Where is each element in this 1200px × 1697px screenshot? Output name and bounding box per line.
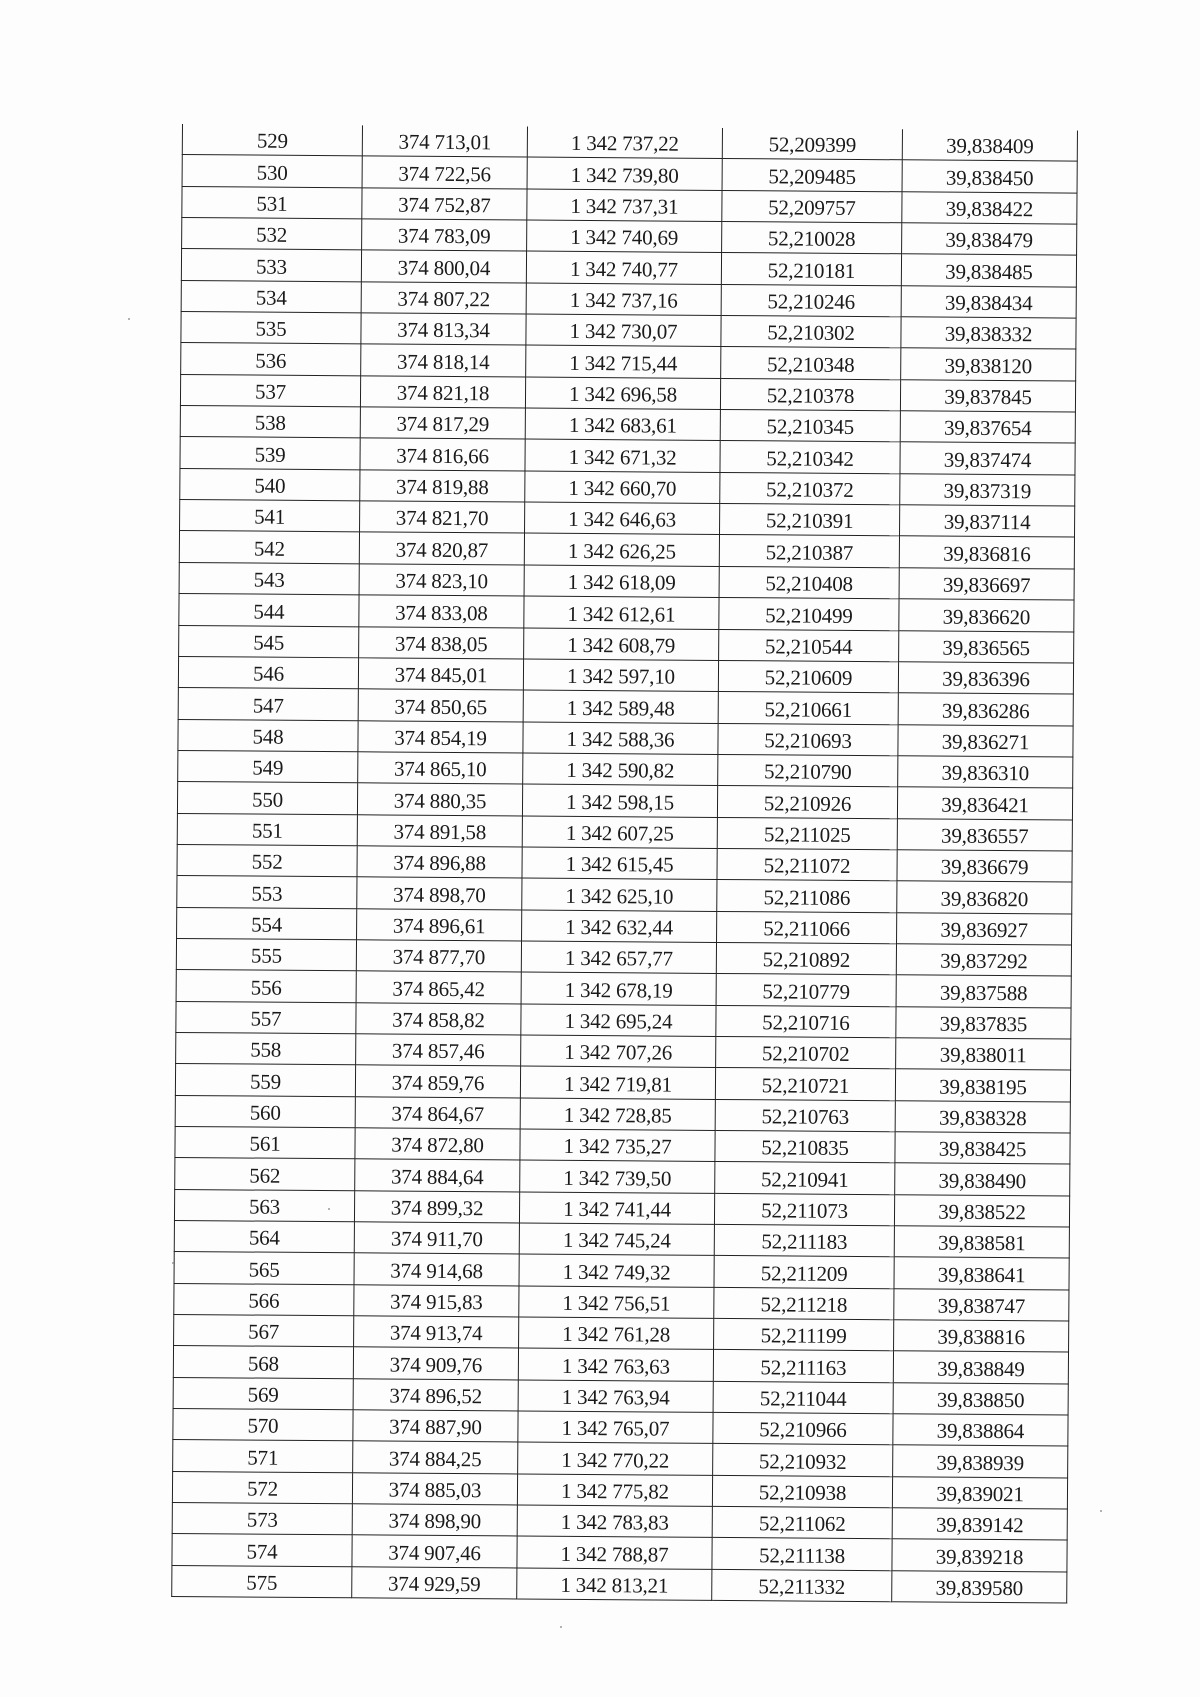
x-coordinate-cell: 374 915,83 xyxy=(354,1285,519,1318)
x-coordinate-cell: 374 891,58 xyxy=(357,814,522,847)
x-coordinate-cell: 374 857,46 xyxy=(356,1034,521,1067)
x-coordinate-cell: 374 859,76 xyxy=(355,1065,520,1098)
longitude-cell: 39,836271 xyxy=(898,724,1073,757)
y-coordinate-cell: 1 342 597,10 xyxy=(523,659,718,692)
longitude-cell: 39,837114 xyxy=(899,505,1074,538)
x-coordinate-cell: 374 818,14 xyxy=(361,344,526,377)
longitude-cell: 39,838195 xyxy=(895,1069,1070,1102)
y-coordinate-cell: 1 342 737,22 xyxy=(527,127,722,159)
x-coordinate-cell: 374 907,46 xyxy=(352,1535,517,1568)
point-number-cell: 531 xyxy=(182,186,362,219)
longitude-cell: 39,838479 xyxy=(902,223,1077,256)
y-coordinate-cell: 1 342 730,07 xyxy=(526,314,721,347)
point-number-cell: 554 xyxy=(177,907,357,940)
y-coordinate-cell: 1 342 728,85 xyxy=(520,1098,715,1131)
latitude-cell: 52,210391 xyxy=(720,504,900,537)
longitude-cell: 39,839580 xyxy=(892,1571,1067,1604)
point-number-cell: 537 xyxy=(180,374,360,407)
latitude-cell: 52,209757 xyxy=(722,190,902,223)
x-coordinate-cell: 374 864,67 xyxy=(355,1096,520,1129)
latitude-cell: 52,210941 xyxy=(715,1162,895,1195)
latitude-cell: 52,210408 xyxy=(719,566,899,599)
y-coordinate-cell: 1 342 695,24 xyxy=(521,1004,716,1037)
longitude-cell: 39,838522 xyxy=(894,1194,1069,1227)
y-coordinate-cell: 1 342 683,61 xyxy=(525,408,720,441)
longitude-cell: 39,837654 xyxy=(900,411,1075,444)
point-number-cell: 545 xyxy=(179,625,359,658)
x-coordinate-cell: 374 713,01 xyxy=(362,125,527,157)
longitude-cell: 39,838747 xyxy=(894,1288,1069,1321)
point-number-cell: 551 xyxy=(177,813,357,846)
x-coordinate-cell: 374 833,08 xyxy=(359,595,524,628)
latitude-cell: 52,210790 xyxy=(718,754,898,787)
x-coordinate-cell: 374 823,10 xyxy=(359,564,524,597)
x-coordinate-cell: 374 838,05 xyxy=(359,626,524,659)
longitude-cell: 39,837835 xyxy=(896,1006,1071,1039)
x-coordinate-cell: 374 858,82 xyxy=(356,1002,521,1035)
longitude-cell: 39,838864 xyxy=(893,1414,1068,1447)
latitude-cell: 52,211025 xyxy=(717,817,897,850)
longitude-cell: 39,839218 xyxy=(892,1539,1067,1572)
latitude-cell: 52,211183 xyxy=(714,1224,894,1257)
scan-speck xyxy=(560,1626,562,1628)
longitude-cell: 39,836565 xyxy=(899,630,1074,663)
longitude-cell: 39,837319 xyxy=(900,474,1075,507)
point-number-cell: 559 xyxy=(175,1064,355,1097)
y-coordinate-cell: 1 342 719,81 xyxy=(520,1066,715,1099)
x-coordinate-cell: 374 816,66 xyxy=(360,438,525,471)
longitude-cell: 39,838490 xyxy=(895,1163,1070,1196)
latitude-cell: 52,210693 xyxy=(718,723,898,756)
y-coordinate-cell: 1 342 740,77 xyxy=(526,251,721,284)
x-coordinate-cell: 374 913,74 xyxy=(354,1316,519,1349)
coordinates-table-body xyxy=(172,124,1078,1603)
x-coordinate-cell: 374 817,29 xyxy=(360,407,525,440)
longitude-cell: 39,838011 xyxy=(896,1038,1071,1071)
latitude-cell: 52,210181 xyxy=(721,253,901,286)
longitude-cell: 39,838328 xyxy=(895,1100,1070,1133)
y-coordinate-cell: 1 342 770,22 xyxy=(518,1442,713,1475)
latitude-cell: 52,210302 xyxy=(721,316,901,349)
latitude-cell: 52,211209 xyxy=(714,1256,894,1289)
y-coordinate-cell: 1 342 657,77 xyxy=(521,941,716,974)
y-coordinate-cell: 1 342 598,15 xyxy=(522,784,717,817)
y-coordinate-cell: 1 342 813,21 xyxy=(517,1568,712,1601)
x-coordinate-cell: 374 821,18 xyxy=(360,376,525,409)
longitude-cell: 39,838816 xyxy=(894,1320,1069,1353)
longitude-cell: 39,838409 xyxy=(902,129,1077,161)
longitude-cell: 39,839142 xyxy=(892,1508,1067,1541)
point-number-cell: 550 xyxy=(177,782,357,815)
point-number-cell: 555 xyxy=(176,938,356,971)
point-number-cell: 563 xyxy=(174,1189,354,1222)
point-number-cell: 535 xyxy=(181,312,361,345)
point-number-cell: 566 xyxy=(174,1283,354,1316)
longitude-cell: 39,836557 xyxy=(897,818,1072,851)
y-coordinate-cell: 1 342 715,44 xyxy=(526,345,721,378)
x-coordinate-cell: 374 914,68 xyxy=(354,1253,519,1286)
x-coordinate-cell: 374 877,70 xyxy=(356,940,521,973)
longitude-cell: 39,836286 xyxy=(898,693,1073,726)
point-number-cell: 570 xyxy=(173,1409,353,1442)
point-number-cell: 574 xyxy=(172,1534,352,1567)
x-coordinate-cell: 374 909,76 xyxy=(353,1347,518,1380)
y-coordinate-cell: 1 342 660,70 xyxy=(525,471,720,504)
point-number-cell: 546 xyxy=(178,656,358,689)
y-coordinate-cell: 1 342 783,83 xyxy=(517,1505,712,1538)
y-coordinate-cell: 1 342 590,82 xyxy=(523,753,718,786)
latitude-cell: 52,210763 xyxy=(715,1099,895,1132)
y-coordinate-cell: 1 342 696,58 xyxy=(525,377,720,410)
y-coordinate-cell: 1 342 678,19 xyxy=(521,972,716,1005)
latitude-cell: 52,211218 xyxy=(714,1287,894,1320)
x-coordinate-cell: 374 880,35 xyxy=(357,783,522,816)
point-number-cell: 532 xyxy=(182,218,362,251)
point-number-cell: 536 xyxy=(181,343,361,376)
point-number-cell: 542 xyxy=(179,531,359,564)
latitude-cell: 52,210661 xyxy=(718,692,898,725)
longitude-cell: 39,836679 xyxy=(897,850,1072,883)
longitude-cell: 39,837474 xyxy=(900,442,1075,475)
latitude-cell: 52,210499 xyxy=(719,598,899,631)
x-coordinate-cell: 374 865,10 xyxy=(358,752,523,785)
x-coordinate-cell: 374 722,56 xyxy=(362,156,527,189)
point-number-cell: 547 xyxy=(178,688,358,721)
latitude-cell: 52,210779 xyxy=(716,974,896,1007)
x-coordinate-cell: 374 896,88 xyxy=(357,846,522,879)
x-coordinate-cell: 374 896,61 xyxy=(357,908,522,941)
x-coordinate-cell: 374 872,80 xyxy=(355,1128,520,1161)
latitude-cell: 52,210835 xyxy=(715,1130,895,1163)
latitude-cell: 52,210966 xyxy=(713,1413,893,1446)
latitude-cell: 52,211086 xyxy=(717,880,897,913)
y-coordinate-cell: 1 342 618,09 xyxy=(524,565,719,598)
longitude-cell: 39,836620 xyxy=(899,599,1074,632)
y-coordinate-cell: 1 342 735,27 xyxy=(520,1129,715,1162)
y-coordinate-cell: 1 342 607,25 xyxy=(522,816,717,849)
x-coordinate-cell: 374 885,03 xyxy=(352,1473,517,1506)
point-number-cell: 540 xyxy=(180,468,360,501)
latitude-cell: 52,210702 xyxy=(716,1036,896,1069)
point-number-cell: 541 xyxy=(180,500,360,533)
y-coordinate-cell: 1 342 671,32 xyxy=(525,439,720,472)
y-coordinate-cell: 1 342 749,32 xyxy=(519,1254,714,1287)
y-coordinate-cell: 1 342 763,94 xyxy=(518,1380,713,1413)
x-coordinate-cell: 374 819,88 xyxy=(360,470,525,503)
y-coordinate-cell: 1 342 765,07 xyxy=(518,1411,713,1444)
y-coordinate-cell: 1 342 625,10 xyxy=(522,878,717,911)
longitude-cell: 39,837292 xyxy=(896,944,1071,977)
latitude-cell: 52,211066 xyxy=(717,911,897,944)
latitude-cell: 52,210345 xyxy=(720,410,900,443)
latitude-cell: 52,210716 xyxy=(716,1005,896,1038)
latitude-cell: 52,211163 xyxy=(713,1350,893,1383)
y-coordinate-cell: 1 342 740,69 xyxy=(527,220,722,253)
point-number-cell: 562 xyxy=(175,1158,355,1191)
longitude-cell: 39,838422 xyxy=(902,191,1077,224)
latitude-cell: 52,211072 xyxy=(717,848,897,881)
x-coordinate-cell: 374 752,87 xyxy=(362,188,527,221)
x-coordinate-cell: 374 845,01 xyxy=(358,658,523,691)
point-number-cell: 553 xyxy=(177,876,357,909)
point-number-cell: 538 xyxy=(180,406,360,439)
y-coordinate-cell: 1 342 737,16 xyxy=(526,283,721,316)
longitude-cell: 39,836396 xyxy=(898,662,1073,695)
y-coordinate-cell: 1 342 761,28 xyxy=(519,1317,714,1350)
point-number-cell: 573 xyxy=(172,1503,352,1536)
longitude-cell: 39,836697 xyxy=(899,568,1074,601)
x-coordinate-cell: 374 884,64 xyxy=(355,1159,520,1192)
longitude-cell: 39,838849 xyxy=(893,1351,1068,1384)
y-coordinate-cell: 1 342 756,51 xyxy=(519,1286,714,1319)
longitude-cell: 39,836816 xyxy=(899,536,1074,569)
latitude-cell: 52,210246 xyxy=(721,284,901,317)
y-coordinate-cell: 1 342 775,82 xyxy=(517,1474,712,1507)
x-coordinate-cell: 374 896,52 xyxy=(353,1379,518,1412)
x-coordinate-cell: 374 813,34 xyxy=(361,313,526,346)
y-coordinate-cell: 1 342 788,87 xyxy=(517,1536,712,1569)
point-number-cell: 543 xyxy=(179,562,359,595)
coordinates-table-wrapper xyxy=(171,124,1077,1604)
x-coordinate-cell: 374 884,25 xyxy=(353,1441,518,1474)
point-number-cell: 560 xyxy=(175,1095,355,1128)
longitude-cell: 39,838939 xyxy=(893,1445,1068,1478)
x-coordinate-cell: 374 898,70 xyxy=(357,877,522,910)
point-number-cell: 533 xyxy=(181,249,361,282)
longitude-cell: 39,836421 xyxy=(897,787,1072,820)
x-coordinate-cell: 374 929,59 xyxy=(352,1567,517,1600)
x-coordinate-cell: 374 807,22 xyxy=(361,282,526,315)
longitude-cell: 39,839021 xyxy=(892,1477,1067,1510)
point-number-cell: 530 xyxy=(182,155,362,188)
point-number-cell: 534 xyxy=(181,280,361,313)
latitude-cell: 52,211062 xyxy=(712,1507,892,1540)
point-number-cell: 556 xyxy=(176,970,356,1003)
x-coordinate-cell: 374 898,90 xyxy=(352,1504,517,1537)
table-row xyxy=(172,1565,1067,1603)
y-coordinate-cell: 1 342 741,44 xyxy=(519,1192,714,1225)
latitude-cell: 52,210028 xyxy=(722,221,902,254)
latitude-cell: 52,210372 xyxy=(720,472,900,505)
y-coordinate-cell: 1 342 737,31 xyxy=(527,189,722,222)
y-coordinate-cell: 1 342 707,26 xyxy=(521,1035,716,1068)
y-coordinate-cell: 1 342 589,48 xyxy=(523,690,718,723)
x-coordinate-cell: 374 821,70 xyxy=(360,501,525,534)
latitude-cell: 52,210932 xyxy=(713,1444,893,1477)
longitude-cell: 39,838425 xyxy=(895,1132,1070,1165)
point-number-cell: 567 xyxy=(174,1315,354,1348)
latitude-cell: 52,209485 xyxy=(722,159,902,192)
point-number-cell: 565 xyxy=(174,1252,354,1285)
y-coordinate-cell: 1 342 646,63 xyxy=(525,502,720,535)
latitude-cell: 52,211073 xyxy=(714,1193,894,1226)
x-coordinate-cell: 374 800,04 xyxy=(361,250,526,283)
x-coordinate-cell: 374 783,09 xyxy=(362,219,527,252)
latitude-cell: 52,211044 xyxy=(713,1381,893,1414)
latitude-cell: 52,210926 xyxy=(717,786,897,819)
point-number-cell: 561 xyxy=(175,1126,355,1159)
latitude-cell: 52,210387 xyxy=(719,535,899,568)
longitude-cell: 39,838850 xyxy=(893,1382,1068,1415)
y-coordinate-cell: 1 342 739,80 xyxy=(527,157,722,190)
point-number-cell: 569 xyxy=(173,1377,353,1410)
point-number-cell: 572 xyxy=(172,1471,352,1504)
y-coordinate-cell: 1 342 632,44 xyxy=(522,910,717,943)
longitude-cell: 39,837588 xyxy=(896,975,1071,1008)
y-coordinate-cell: 1 342 588,36 xyxy=(523,722,718,755)
longitude-cell: 39,838485 xyxy=(901,254,1076,287)
longitude-cell: 39,837845 xyxy=(900,380,1075,413)
latitude-cell: 52,211199 xyxy=(714,1318,894,1351)
longitude-cell: 39,836927 xyxy=(897,912,1072,945)
point-number-cell: 557 xyxy=(176,1001,356,1034)
point-number-cell: 571 xyxy=(173,1440,353,1473)
point-number-cell: 564 xyxy=(174,1221,354,1254)
scan-speck xyxy=(172,1262,174,1264)
latitude-cell: 52,210938 xyxy=(712,1475,892,1508)
x-coordinate-cell: 374 850,65 xyxy=(358,689,523,722)
y-coordinate-cell: 1 342 739,50 xyxy=(520,1160,715,1193)
latitude-cell: 52,209399 xyxy=(722,128,902,160)
y-coordinate-cell: 1 342 612,61 xyxy=(524,596,719,629)
point-number-cell: 549 xyxy=(178,750,358,783)
longitude-cell: 39,838450 xyxy=(902,160,1077,193)
longitude-cell: 39,838332 xyxy=(901,317,1076,350)
point-number-cell: 558 xyxy=(176,1032,356,1065)
x-coordinate-cell: 374 820,87 xyxy=(359,532,524,565)
x-coordinate-cell: 374 865,42 xyxy=(356,971,521,1004)
longitude-cell: 39,838581 xyxy=(894,1226,1069,1259)
x-coordinate-cell: 374 887,90 xyxy=(353,1410,518,1443)
y-coordinate-cell: 1 342 615,45 xyxy=(522,847,717,880)
longitude-cell: 39,838641 xyxy=(894,1257,1069,1290)
y-coordinate-cell: 1 342 626,25 xyxy=(524,533,719,566)
x-coordinate-cell: 374 854,19 xyxy=(358,720,523,753)
latitude-cell: 52,210348 xyxy=(721,347,901,380)
latitude-cell: 52,210721 xyxy=(715,1068,895,1101)
x-coordinate-cell: 374 899,32 xyxy=(354,1190,519,1223)
longitude-cell: 39,838434 xyxy=(901,285,1076,318)
y-coordinate-cell: 1 342 763,63 xyxy=(518,1348,713,1381)
longitude-cell: 39,838120 xyxy=(901,348,1076,381)
x-coordinate-cell: 374 911,70 xyxy=(354,1222,519,1255)
y-coordinate-cell: 1 342 745,24 xyxy=(519,1223,714,1256)
point-number-cell: 552 xyxy=(177,844,357,877)
coordinates-table xyxy=(171,124,1078,1604)
latitude-cell: 52,211138 xyxy=(712,1538,892,1571)
y-coordinate-cell: 1 342 608,79 xyxy=(524,628,719,661)
scan-speck xyxy=(128,318,130,320)
latitude-cell: 52,210378 xyxy=(720,378,900,411)
latitude-cell: 52,211332 xyxy=(712,1569,892,1602)
scan-speck xyxy=(1100,1510,1102,1512)
point-number-cell: 548 xyxy=(178,719,358,752)
latitude-cell: 52,210342 xyxy=(720,441,900,474)
point-number-cell: 575 xyxy=(172,1565,352,1598)
latitude-cell: 52,210609 xyxy=(718,660,898,693)
longitude-cell: 39,836820 xyxy=(897,881,1072,914)
point-number-cell: 568 xyxy=(173,1346,353,1379)
scan-speck xyxy=(328,1208,330,1210)
latitude-cell: 52,210892 xyxy=(716,942,896,975)
latitude-cell: 52,210544 xyxy=(719,629,899,662)
point-number-cell: 539 xyxy=(180,437,360,470)
point-number-cell: 544 xyxy=(179,594,359,627)
point-number-cell: 529 xyxy=(182,124,362,156)
longitude-cell: 39,836310 xyxy=(898,756,1073,789)
